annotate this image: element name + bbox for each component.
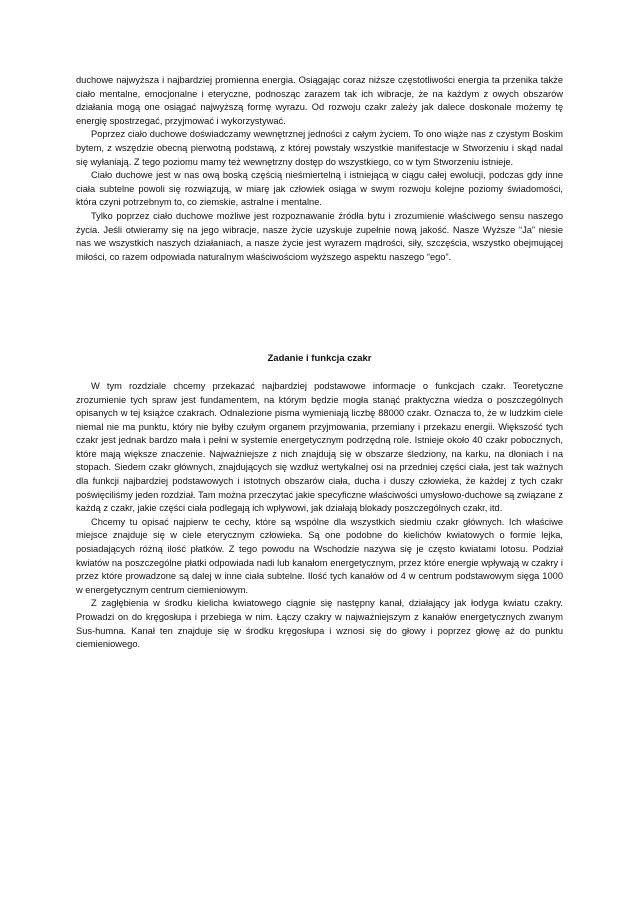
- section-spacer: [76, 264, 563, 352]
- paragraph-spiritual-body-source: Tylko poprzez ciało duchowe możliwe jest rozpoznawanie źródła bytu i zrozumienie właściwego sensu naszego życia. Jeśli otwieramy się na jego wibracje, nasze życie uzyskuje zupełnie nową jakość. Nasze Wyższe “Ja” niesie nas we wszystkich naszych działaniach, a nasze życie jest wyrazem mądrości, siły, szczęścia, wszystko obejmującej miłości, co razem odpowiada naturalnym właściwościom wyższego aspektu naszego “ego”.: [76, 210, 563, 262]
- paragraph-chakra-overview: W tym rozdziale chcemy przekazać najbardziej podstawowe informacje o funkcjach czakr. Teoretyczne zrozumienie tych spraw jest fundamentem, na którym będzie mogła stanąć praktyczna wiedza o poszczególnych opisanych w tej książce czakrach. Odnalezione pisma wymieniają liczbę 88000 czakr. Oznacza to, że w ludzkim ciele niemal nie ma punktu, który nie byłby czułym organem przyjmowania, przemiany i przekazu energii. Większość tych czakr jest jednak bardzo mała i pełni w systemie energetycznym podrzędną role. Istnieje około 40 czakr pobocznych, które mają większe znaczenie. Najważniejsze z nich znajdują się w obszarze śledziony, na karku, na dłoniach i na stopach. Siedem czakr głównych, znajdujących się wzdłuż wertykalnej osi na przedniej części ciała, jest tak ważnych dla funkcji najbardziej podstawowych i istotnych obszarów ciała, ducha i duszy człowieka, że każdej z tych czakr poświęciliśmy jeden rozdział. Tam można przeczytać jakie specyficzne właściwości umysłowo-duchowe są związane z każdą z czakr, jakie części ciała podlegają ich wpływowi, jak działają blokady poszczególnych czakr, itd.: [76, 380, 563, 514]
- paragraph-chakra-channel: Z zagłębienia w środku kielicha kwiatowego ciągnie się następny kanał, działający jak łodyga kwiatu czakry. Prowadzi on do kręgosłupa i przebiega w nim. Łączy czakry w najważniejszym z kanałów energetycznych zwanym Sus-humna. Kanał ten znajduje się w środku kręgosłupa i wznosi się do głowy i poprzez głowę aż do punktu ciemieniowego.: [76, 598, 563, 650]
- section-title: Zadanie i funkcja czakr: [267, 353, 372, 365]
- paragraph-chakra-common-features: Chcemy tu opisać najpierw te cechy, które są wspólne dla wszystkich siedmiu czakr głównych. Ich właściwe miejsce znajduje się w ciele eterycznym człowieka. Są one podobne do kielichów kwiatowych o formie lejka, posiadających różną ilość płatków. Z tego powodu na Wschodzie nazywa się je często kwiatami lotosu. Podział kwiatów na poszczególne płatki odpowiada nadi lub kanałom energetycznym, przez które energie wpływają w czakry i przez które prowadzone są dalej w inne ciała subtelne. Ilość tych kanałów od 4 w centrum podstawowym sięga 1000 w energetycznym centrum ciemieniowym.: [76, 516, 563, 595]
- document-page: [76, 74, 563, 652]
- title-spacer: [76, 366, 563, 380]
- paragraph-spiritual-body-unity: Poprzez ciało duchowe doświadczamy wewnętrznej jedności z całym życiem. To ono wiąże nas z czystym Boskim bytem, z wszędzie obecną pierwotną podstawą, z której powstały wszystkie manifestacje w Stworzeniu i skąd nadal się wyłaniają. Z tego poziomu mamy też wewnętrzny dostęp do wszystkiego, co w tym Stworzeniu istnieje.: [76, 129, 563, 167]
- paragraph-continuation: duchowe najwyższa i najbardziej promienna energia. Osiągając coraz niższe częstotliwości energia ta przenika także ciało mentalne, emocjonalne i eteryczne, podnosząc zarazem tak ich wibracje, że na każdym z owych obszarów działania mogą one osiągać najwyższą formę wyrazu. Od rozwoju czakr zależy jak dalece doskonale możemy tę energię spostrzegać, przyjmować i wykorzystywać.: [76, 75, 563, 126]
- paragraph-spiritual-body-immortal: Ciało duchowe jest w nas ową boską częścią nieśmiertelną i istniejącą w ciągu całej ewolucji, podczas gdy inne ciała subtelne powoli się rozwiązują, w miarę jak człowiek osiąga w swym rozwoju kolejne poziomy świadomości, która czyni potrzebnym to, co ziemskie, astralne i mentalne.: [76, 170, 563, 208]
